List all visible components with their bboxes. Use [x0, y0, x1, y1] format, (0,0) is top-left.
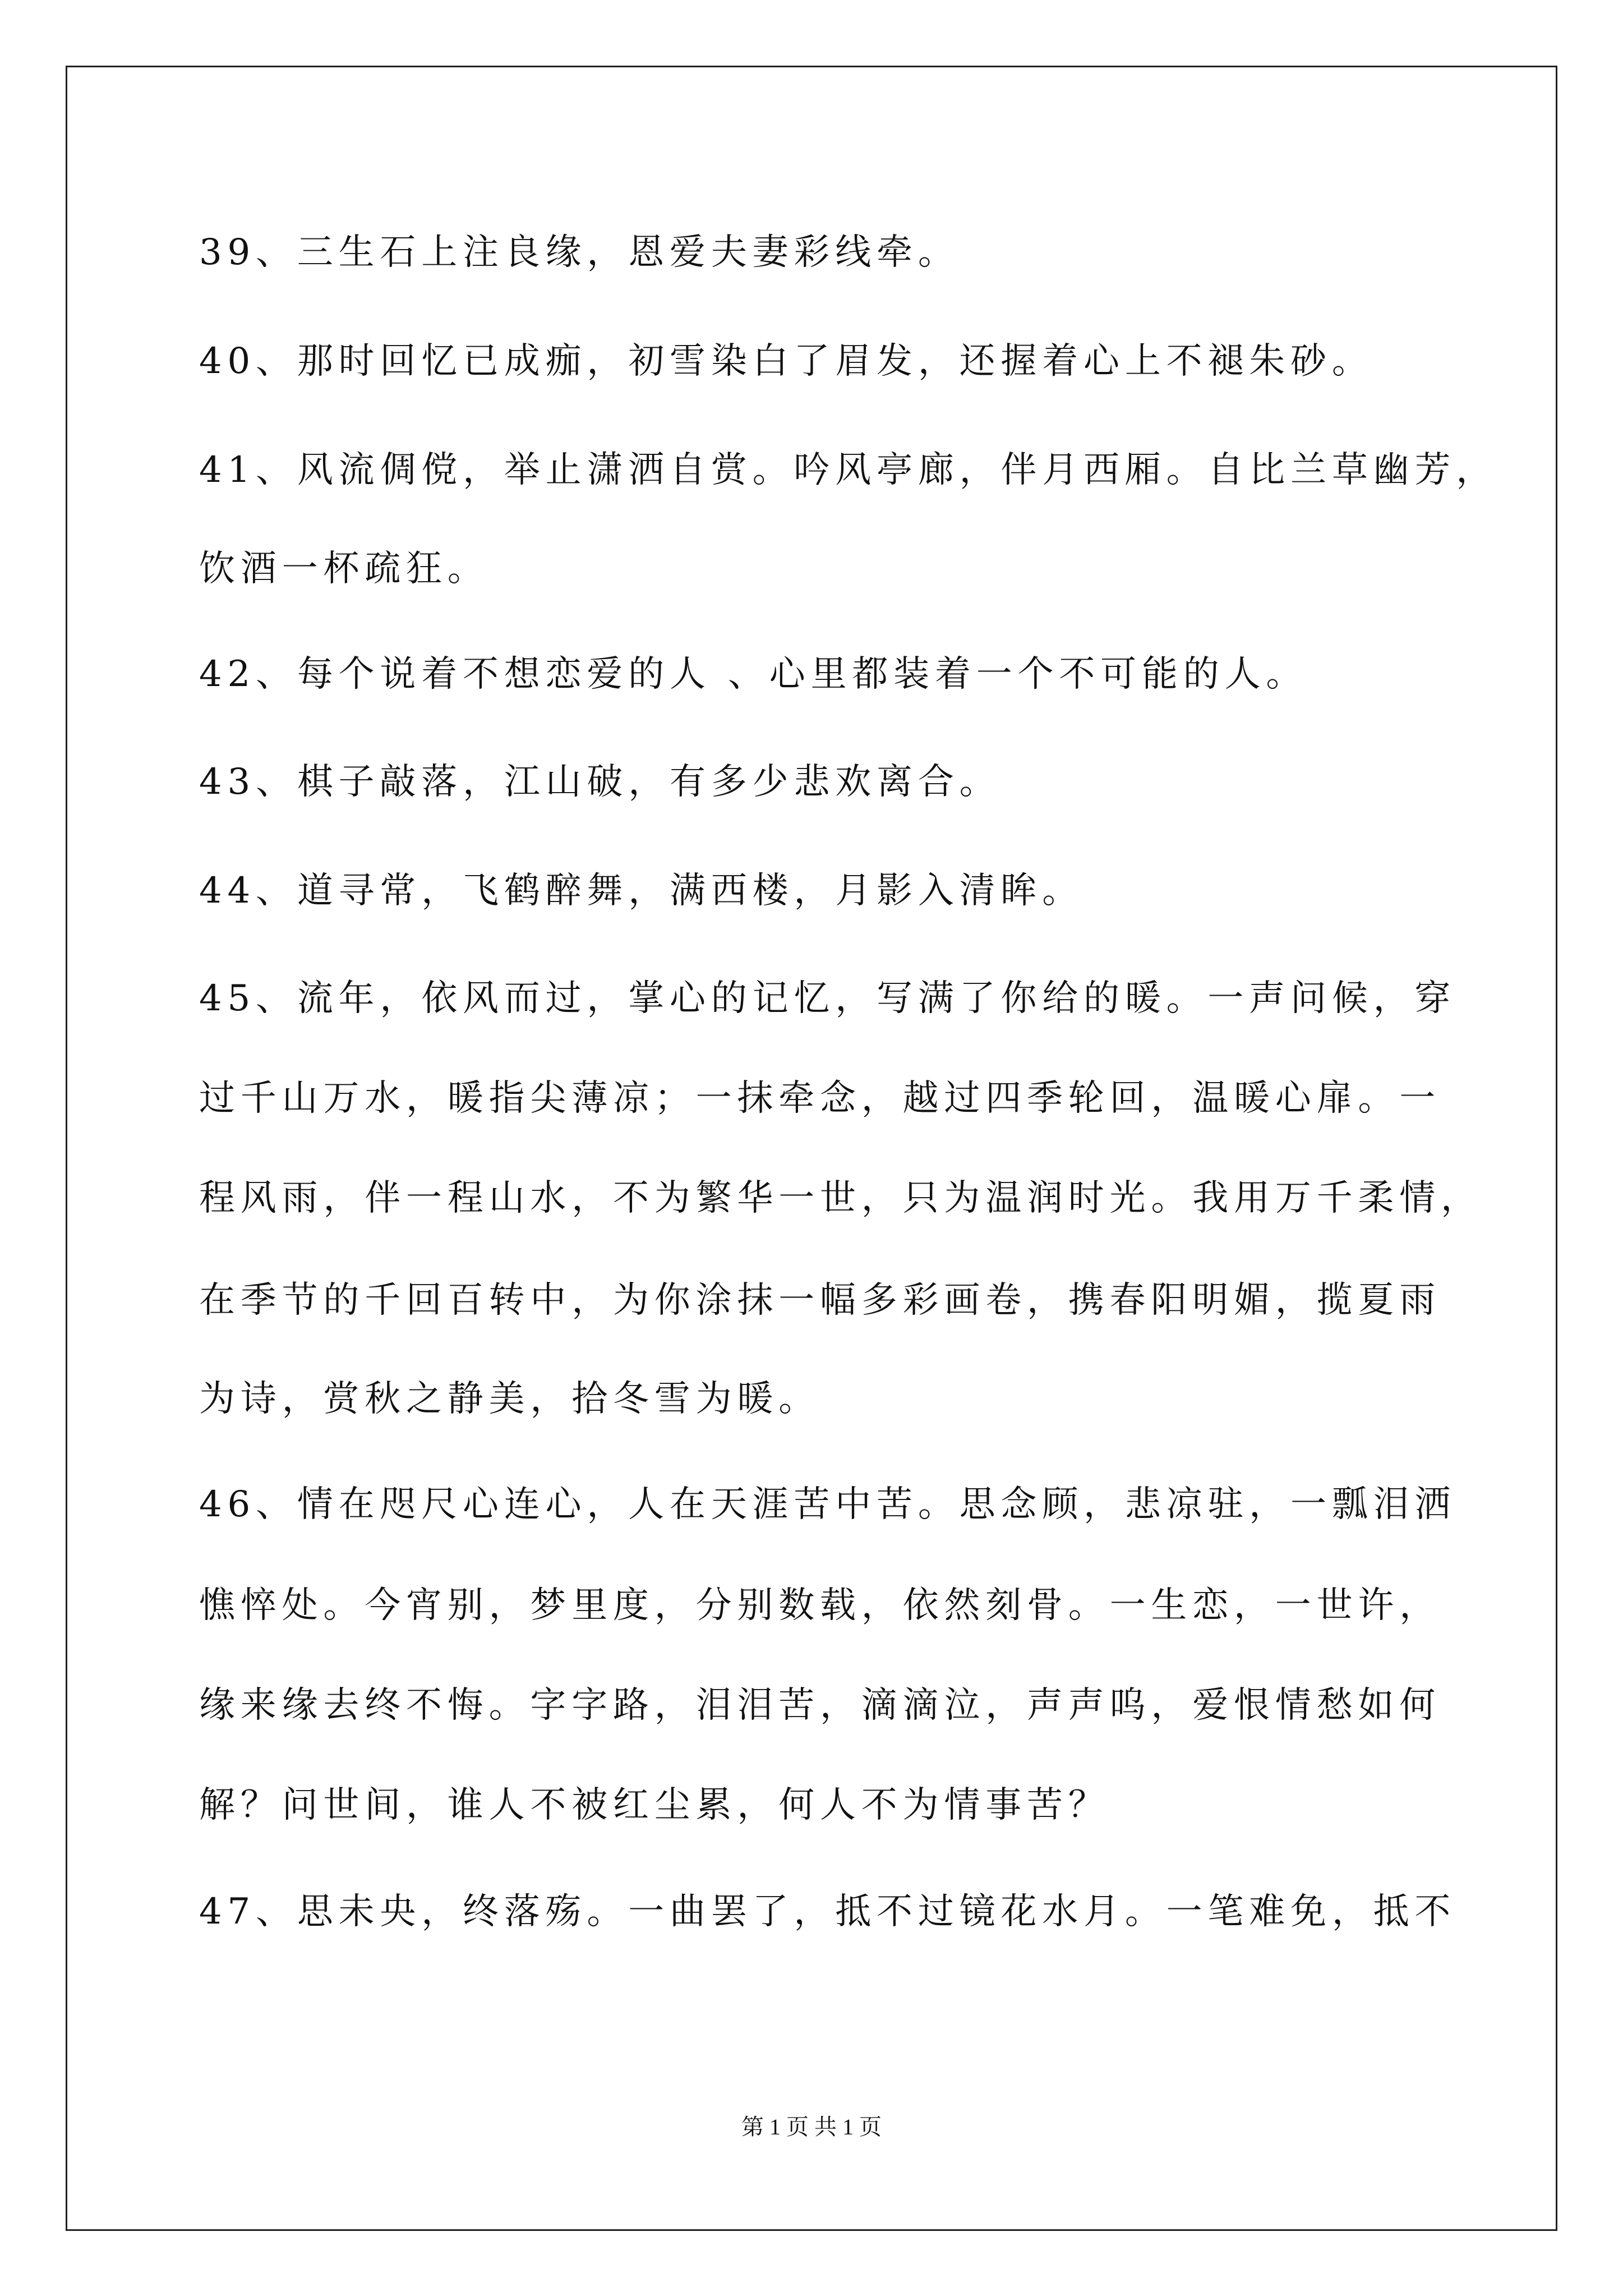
- text-line: 在季节的千回百转中，为你涂抹一幅多彩画卷，携春阳明媚，揽夏雨: [199, 1280, 1441, 1321]
- text-line: 过千山万水，暖指尖薄凉；一抹牵念，越过四季轮回，温暖心扉。一: [199, 1078, 1441, 1119]
- text-line: 40、那时回忆已成痂，初雪染白了眉发，还握着心上不褪朱砂。: [199, 341, 1373, 382]
- text-line: 41、风流倜傥，举止潇洒自赏。吟风亭廊，伴月西厢。自比兰草幽芳，: [199, 449, 1498, 491]
- text-line: 45、流年，依风而过，掌心的记忆，写满了你给的暖。一声问候，穿: [199, 978, 1456, 1019]
- text-line: 解？问世间，谁人不被红尘累，何人不为情事苦？: [199, 1784, 1110, 1826]
- text-line: 42、每个说着不想恋爱的人 、心里都装着一个不可能的人。: [199, 654, 1308, 695]
- text-line: 46、情在咫尺心连心，人在天涯苦中苦。思念顾，悲凉驻，一瓢泪洒: [199, 1484, 1456, 1525]
- text-line: 为诗，赏秋之静美，拾冬雪为暖。: [199, 1378, 820, 1420]
- text-line: 缘来缘去终不悔。字字路，泪泪苦，滴滴泣，声声呜，爱恨情愁如何: [199, 1685, 1441, 1726]
- text-line: 44、道寻常，飞鹤醉舞，满西楼，月影入清眸。: [199, 870, 1084, 912]
- text-line: 饮酒一杯疏狂。: [199, 548, 489, 590]
- text-line: 47、思未央，终落殇。一曲罢了，抵不过镜花水月。一笔难免，抵不: [199, 1891, 1456, 1932]
- text-line: 憔悴处。今宵别，梦里度，分别数载，依然刻骨。一生恋，一世许，: [199, 1585, 1441, 1626]
- text-line: 43、棋子敲落，江山破，有多少悲欢离合。: [199, 761, 1001, 803]
- text-line: 程风雨，伴一程山水，不为繁华一世，只为温润时光。我用万千柔情，: [199, 1177, 1482, 1219]
- text-line: 39、三生石上注良缘，恩爱夫妻彩线牵。: [199, 232, 960, 273]
- page-number-footer: 第 1 页 共 1 页: [741, 2114, 882, 2139]
